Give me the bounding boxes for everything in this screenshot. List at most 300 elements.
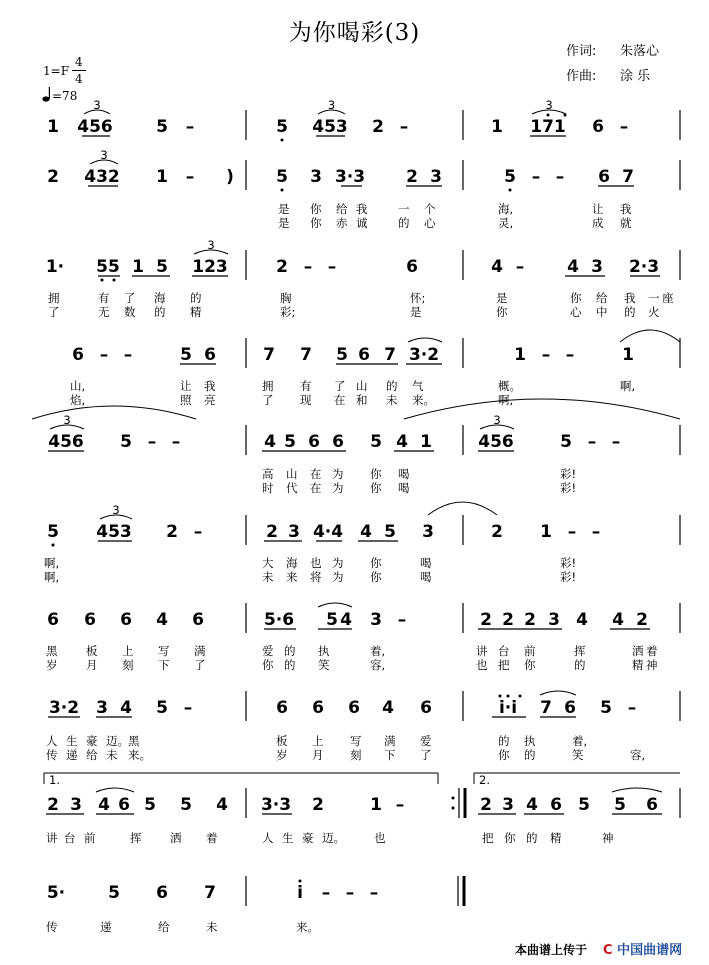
lyric-syllable: 传	[46, 920, 58, 934]
sustain-dash: –	[183, 698, 193, 718]
sustain-dash: –	[611, 432, 621, 452]
note: 1	[622, 345, 634, 365]
lyric-syllable: 着,	[370, 644, 386, 658]
lyric-syllable: 的	[398, 216, 410, 230]
note: 3	[548, 610, 560, 630]
lyric-syllable: 的	[526, 831, 538, 845]
site-logo-text: 中国曲谱网	[617, 943, 683, 958]
note: 3	[288, 522, 300, 542]
repeat-dot	[452, 797, 455, 800]
lyric-syllable: 讲	[46, 831, 58, 845]
lyric-syllable: 你	[262, 658, 274, 672]
note: 6	[564, 698, 576, 718]
lyric-syllable: 为	[332, 467, 344, 481]
lyric-syllable: 洒	[632, 644, 644, 658]
note: 432	[84, 167, 120, 187]
lyric-syllable: 前	[524, 644, 536, 658]
note: 6	[406, 257, 418, 277]
lyric-syllable: 给	[596, 291, 608, 305]
tie	[404, 399, 680, 419]
note: 2	[491, 522, 503, 542]
sustain-dash: –	[193, 522, 203, 542]
lyric-syllable: 也	[310, 556, 322, 570]
lyric-syllable: 上	[122, 644, 134, 658]
song-title: 为你喝彩(3)	[288, 20, 421, 46]
note: 6	[312, 698, 324, 718]
lyric-syllable: 为	[332, 556, 344, 570]
lyric-syllable: 人	[262, 831, 274, 845]
lyric-syllable: 来。	[296, 920, 319, 934]
lower-octave-dot	[52, 544, 55, 547]
lyric-syllable: 你	[370, 570, 382, 584]
note: 456	[48, 432, 84, 452]
lyric-syllable: 怀;	[410, 291, 426, 305]
lyric-syllable: 彩;	[280, 305, 296, 319]
lyric-syllable: 火	[648, 305, 660, 319]
lyric-syllable: 你	[524, 658, 536, 672]
repeat-dot	[452, 807, 455, 810]
lyric-syllable: 也	[374, 831, 386, 845]
sustain-dash: –	[531, 167, 541, 187]
lyric-syllable: 啊,	[44, 570, 60, 584]
triplet-number: 3	[327, 98, 336, 112]
sustain-dash: –	[327, 257, 337, 277]
lyric-syllable: 喝	[398, 467, 410, 481]
lyric-syllable: 彩!	[560, 481, 577, 495]
lyric-syllable: 你	[504, 831, 516, 845]
lyric-syllable: 心	[424, 216, 436, 230]
lyric-syllable: 大	[262, 556, 274, 570]
sustain-dash: –	[185, 167, 195, 187]
lyric-syllable: 来。	[128, 748, 151, 762]
note: 1	[47, 117, 59, 137]
note: 5	[614, 795, 626, 815]
lyric-syllable: 精	[632, 658, 644, 672]
lower-octave-dot	[509, 189, 512, 192]
lyric-syllable: 的	[524, 748, 536, 762]
note: 7	[540, 698, 552, 718]
lyric-syllable: 一	[648, 291, 660, 305]
note: 1	[370, 795, 382, 815]
lyricist-label: 作词:	[566, 44, 597, 59]
lyric-syllable: 是	[496, 291, 508, 305]
lyric-syllable: 数	[124, 305, 136, 319]
lyric-syllable: 你	[496, 305, 508, 319]
lyric-syllable: 有	[98, 291, 110, 305]
tie	[32, 406, 196, 419]
lyric-syllable: 的	[284, 644, 296, 658]
lyric-syllable: 爱	[262, 644, 274, 658]
triplet-number: 3	[63, 413, 71, 427]
lyric-syllable: 我	[624, 291, 636, 305]
lyric-syllable: 为	[332, 570, 344, 584]
note: 453	[312, 117, 348, 137]
note: 3	[430, 167, 442, 187]
note: 6	[84, 610, 96, 630]
note: 7	[263, 345, 275, 365]
lyric-syllable: 的	[624, 305, 636, 319]
lyric-syllable: 前	[84, 831, 96, 845]
note: 5	[384, 522, 396, 542]
note: 4	[396, 432, 408, 452]
note: 4	[360, 522, 372, 542]
lyric-syllable: 的	[574, 658, 586, 672]
note: 456	[478, 432, 514, 452]
note: 3	[502, 795, 514, 815]
lyric-syllable: 胸	[280, 291, 292, 305]
lyric-syllable: 让	[180, 379, 192, 393]
note: 3	[96, 698, 108, 718]
footer-upload-text: 本曲谱上传于	[515, 943, 588, 957]
note: 5	[560, 432, 572, 452]
lyricist-name: 朱落心	[620, 44, 660, 59]
note: 2	[166, 522, 178, 542]
lyric-syllable: 照	[180, 393, 192, 407]
triplet-number: 3	[93, 98, 101, 112]
note: 5	[284, 432, 296, 452]
note: 5	[156, 698, 168, 718]
lyric-syllable: 未	[106, 748, 118, 762]
lyric-syllable: 中	[596, 305, 608, 319]
lyric-syllable: 的	[154, 305, 166, 319]
note: 4·4	[312, 522, 344, 542]
note: 6	[204, 345, 216, 365]
note: 5	[276, 117, 288, 137]
lyric-syllable: 赤	[336, 216, 348, 230]
note: 4	[156, 610, 168, 630]
lyric-syllable: 你	[310, 216, 322, 230]
note: 5	[326, 610, 338, 630]
lyric-syllable: 你	[370, 556, 382, 570]
note: i	[297, 883, 303, 903]
lyric-syllable: 了	[194, 658, 206, 672]
lyric-syllable: 现	[300, 393, 312, 407]
lyric-syllable: 把	[498, 658, 510, 672]
sustain-dash: –	[591, 522, 601, 542]
lyric-syllable: 灵,	[498, 216, 514, 230]
note: 2	[266, 522, 278, 542]
triplet-number: 3	[100, 148, 108, 162]
lyric-syllable: 在	[310, 467, 322, 481]
lyric-syllable: 来	[286, 570, 298, 584]
note: 5	[600, 698, 612, 718]
lyric-syllable: 迈。	[106, 734, 129, 748]
lyric-syllable: 满	[194, 644, 206, 658]
note: 1	[132, 257, 144, 277]
upper-octave-dot	[519, 695, 522, 698]
lyric-syllable: 成	[592, 216, 604, 230]
upper-octave-dot	[507, 695, 510, 698]
lyric-syllable: 生	[66, 734, 78, 748]
note: 4	[216, 795, 228, 815]
note: 2	[502, 610, 514, 630]
sustain-dash: –	[369, 883, 379, 903]
lyric-syllable: 讲	[476, 644, 488, 658]
lyric-syllable: 将	[310, 570, 322, 584]
lyric-syllable: 黑	[128, 734, 140, 748]
volta-label-1: 1.	[49, 773, 60, 787]
lyric-syllable: 的	[190, 291, 202, 305]
lyric-syllable: 了	[124, 291, 136, 305]
sustain-dash: –	[395, 795, 405, 815]
lyric-syllable: 刻	[350, 748, 362, 762]
note: 5	[108, 883, 120, 903]
lyric-syllable: 来。	[412, 393, 435, 407]
note: 7	[622, 167, 634, 187]
note: 6	[308, 432, 320, 452]
note: 453	[96, 522, 132, 542]
note: 5	[180, 795, 192, 815]
lyric-syllable: 啊,	[620, 379, 636, 393]
lyric-syllable: 上	[312, 734, 324, 748]
lyric-syllable: 气	[412, 379, 424, 393]
lyric-syllable: 神	[602, 831, 614, 845]
lyric-syllable: 未	[262, 570, 274, 584]
time-signature-bottom: 4	[75, 72, 83, 86]
lyric-syllable: 你	[310, 202, 322, 216]
lyric-syllable: 拥	[48, 291, 60, 305]
lyric-syllable: 座	[662, 291, 674, 305]
lyric-syllable: 也	[476, 658, 488, 672]
lyric-syllable: 板	[276, 734, 288, 748]
tempo-marking: =78	[52, 89, 78, 103]
lyric-syllable: 台	[498, 644, 510, 658]
slur	[318, 603, 352, 607]
lyric-syllable: 是	[278, 216, 290, 230]
lyric-syllable: 彩!	[560, 467, 577, 481]
note: 5·	[46, 883, 66, 903]
note: 4	[567, 257, 579, 277]
lyric-syllable: 着,	[572, 734, 588, 748]
lyric-syllable: 高	[262, 467, 274, 481]
note: 1	[156, 167, 168, 187]
upper-octave-dot	[547, 114, 550, 117]
site-logo[interactable]	[603, 939, 682, 958]
note: 6	[420, 698, 432, 718]
note: 7	[204, 883, 216, 903]
sustain-dash: –	[147, 432, 157, 452]
note: 6	[358, 345, 370, 365]
note: 6	[550, 795, 562, 815]
note: 5	[336, 345, 348, 365]
lyric-syllable: 我	[356, 202, 368, 216]
lyric-syllable: 下	[384, 748, 396, 762]
note: 3	[422, 522, 434, 542]
note: 4	[382, 698, 394, 718]
lyric-syllable: 给	[86, 748, 98, 762]
lyric-syllable: 是	[410, 305, 422, 319]
lyric-syllable: 和	[356, 393, 368, 407]
note: 6	[646, 795, 658, 815]
sustain-dash: –	[171, 432, 181, 452]
volta-label-2: 2.	[479, 773, 490, 787]
lyric-syllable: 的	[284, 658, 296, 672]
sustain-dash: –	[567, 522, 577, 542]
lyric-syllable: 在	[310, 481, 322, 495]
sustain-dash: –	[321, 883, 331, 903]
note: 2	[276, 257, 288, 277]
sustain-dash: –	[555, 167, 565, 187]
lyric-syllable: 喝	[420, 556, 432, 570]
lower-octave-dot	[101, 279, 104, 282]
lyric-syllable: 着	[646, 644, 658, 658]
note: 5·6	[263, 610, 295, 630]
lyric-syllable: 未	[206, 920, 218, 934]
time-signature-top: 4	[75, 55, 83, 69]
note: 171	[530, 117, 566, 137]
lyric-syllable: 你	[370, 481, 382, 495]
note: 4	[120, 698, 132, 718]
triplet-number: 3	[207, 238, 215, 252]
note: )	[226, 167, 234, 187]
lyric-syllable: 山	[356, 379, 368, 393]
lyric-syllable: 岁	[276, 748, 288, 762]
lyric-syllable: 写	[350, 734, 362, 748]
note: 6	[598, 167, 610, 187]
key-signature: 1=F	[43, 64, 70, 78]
note: 1	[514, 345, 526, 365]
note: 5	[370, 432, 382, 452]
lyric-syllable: 岁	[46, 658, 58, 672]
note: 4	[576, 610, 588, 630]
note: 2·3	[628, 257, 660, 277]
lyric-syllable: 的	[386, 379, 398, 393]
lyric-syllable: 笑	[572, 748, 584, 762]
lyric-syllable: 执	[524, 734, 536, 748]
note: 6	[332, 432, 344, 452]
note: 5	[47, 522, 59, 542]
lyric-syllable: 诚	[356, 216, 368, 230]
sustain-dash: –	[345, 883, 355, 903]
note: 123	[192, 257, 228, 277]
lyric-syllable: 了	[48, 305, 60, 319]
note: 2	[480, 610, 492, 630]
triplet-number: 3	[112, 503, 120, 517]
lyric-syllable: 洒	[170, 831, 182, 845]
tie	[620, 330, 680, 342]
lyric-syllable: 黑	[46, 644, 58, 658]
lyric-syllable: 挥	[130, 831, 142, 845]
lyric-syllable: 在	[334, 393, 346, 407]
composer-label: 作曲:	[566, 69, 597, 84]
note: 3	[591, 257, 603, 277]
lyric-syllable: 精	[550, 831, 562, 845]
lyric-syllable: 迈。	[322, 831, 345, 845]
lower-octave-dot	[281, 189, 284, 192]
sustain-dash: –	[185, 117, 195, 137]
lyric-syllable: 亮	[204, 393, 216, 407]
lyric-syllable: 未	[386, 393, 398, 407]
note: 1	[540, 522, 552, 542]
note: 4	[491, 257, 503, 277]
sustain-dash: –	[619, 117, 629, 137]
note: 2	[312, 795, 324, 815]
lyric-syllable: 海	[286, 556, 298, 570]
triplet-number: 3	[493, 413, 501, 427]
note: 1·	[45, 257, 65, 277]
lyric-syllable: 笑	[318, 658, 330, 672]
lyric-syllable: 传	[46, 748, 58, 762]
note: 4	[264, 432, 276, 452]
lyric-syllable: 啊,	[44, 556, 60, 570]
lyric-syllable: 爱	[420, 734, 432, 748]
note: 5	[578, 795, 590, 815]
sustain-dash: –	[627, 698, 637, 718]
note: 6	[118, 795, 130, 815]
lyric-syllable: 下	[158, 658, 170, 672]
lyric-syllable: 容,	[630, 748, 646, 762]
lyric-syllable: 你	[570, 291, 582, 305]
lyric-syllable: 心	[570, 305, 582, 319]
lyric-syllable: 让	[592, 202, 604, 216]
lyric-syllable: 刻	[122, 658, 134, 672]
lyric-syllable: 你	[370, 467, 382, 481]
lyric-syllable: 执	[318, 644, 330, 658]
lyric-syllable: 台	[64, 831, 76, 845]
lyric-syllable: 着	[206, 831, 218, 845]
note: 6	[47, 610, 59, 630]
lyric-syllable: 把	[482, 831, 494, 845]
lyric-syllable: 你	[498, 748, 510, 762]
note: 3·3	[260, 795, 292, 815]
note: 2	[372, 117, 384, 137]
lyric-syllable: 山,	[70, 379, 86, 393]
note: 6	[192, 610, 204, 630]
note: 4	[98, 795, 110, 815]
sustain-dash: –	[397, 610, 407, 630]
lyric-syllable: 啊,	[498, 393, 514, 407]
lyric-syllable: 月	[312, 748, 324, 762]
lyric-syllable: 为	[332, 481, 344, 495]
note: 2	[47, 795, 59, 815]
note: 2	[406, 167, 418, 187]
lyric-syllable: 豪	[86, 734, 98, 748]
slur	[408, 338, 442, 342]
note: 5	[120, 432, 132, 452]
note: 456	[77, 117, 113, 137]
note: 7	[300, 345, 312, 365]
note: 5	[276, 167, 288, 187]
lyric-syllable: 一	[398, 202, 410, 216]
lyric-syllable: 是	[278, 202, 290, 216]
lyric-syllable: 给	[336, 202, 348, 216]
triplet-number: 3	[545, 98, 553, 112]
site-logo-mark: C	[603, 943, 613, 958]
lyric-syllable: 喝	[420, 570, 432, 584]
lyric-syllable: 精	[190, 305, 202, 319]
slur	[540, 691, 576, 695]
lyric-syllable: 时	[262, 481, 274, 495]
lyric-syllable: 豪	[302, 831, 314, 845]
lyric-syllable: 容,	[370, 658, 386, 672]
lyric-syllable: 了	[420, 748, 432, 762]
lower-octave-dot	[113, 279, 116, 282]
note: 2	[524, 610, 536, 630]
lyric-syllable: 我	[620, 202, 632, 216]
note: 2	[636, 610, 648, 630]
note: 3·2	[408, 345, 440, 365]
note: 2	[480, 795, 492, 815]
note: 3·3	[334, 167, 366, 187]
sustain-dash: –	[99, 345, 109, 365]
sustain-dash: –	[303, 257, 313, 277]
lyric-syllable: 有	[300, 379, 312, 393]
note: 1	[420, 432, 432, 452]
note: 7	[384, 345, 396, 365]
tie	[428, 502, 497, 515]
note: 3	[370, 610, 382, 630]
lyric-syllable: 海,	[498, 202, 514, 216]
